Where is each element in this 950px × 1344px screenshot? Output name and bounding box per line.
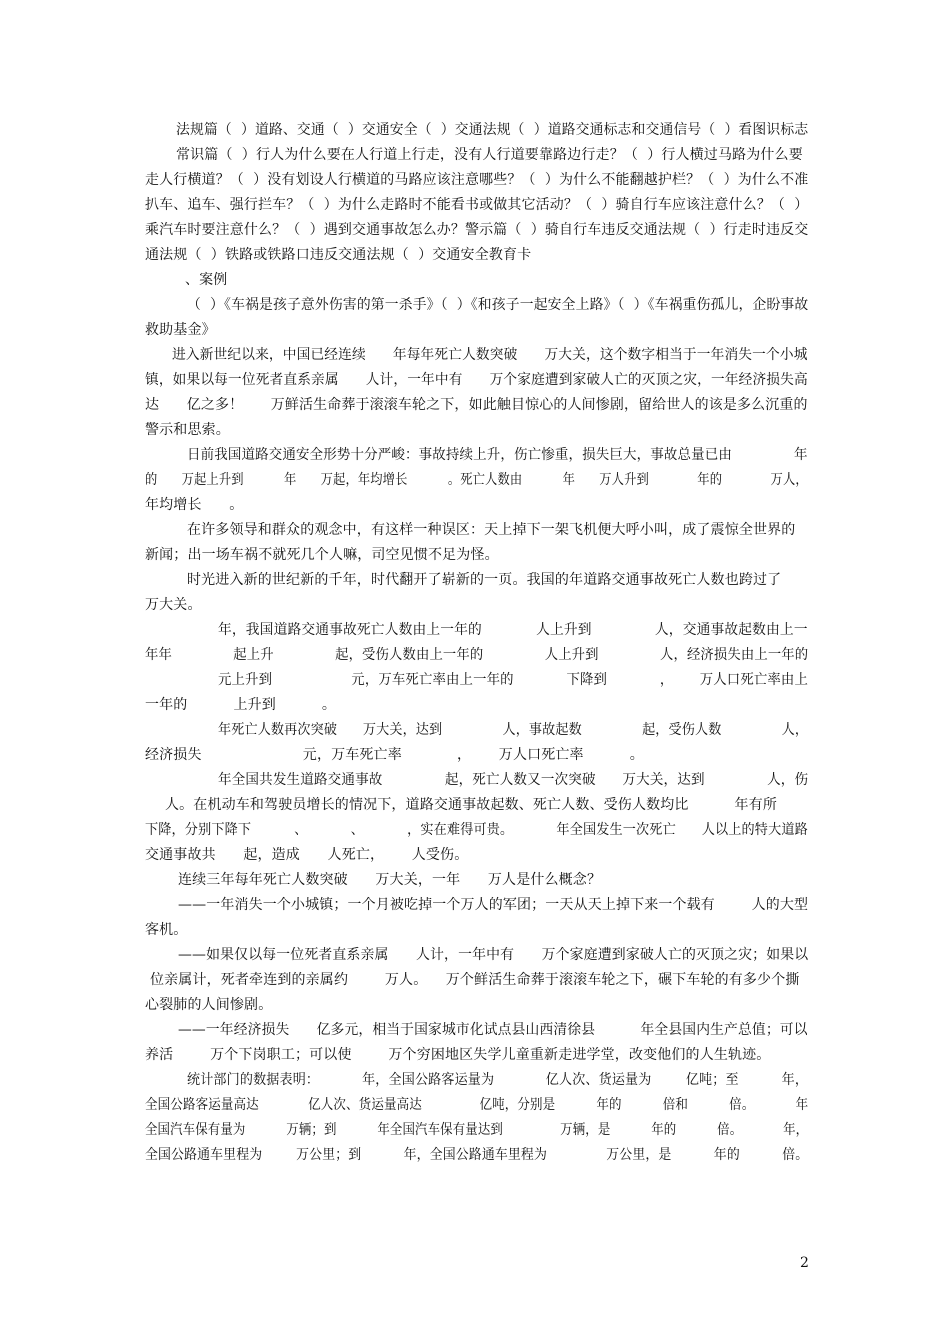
text-line: 统计部门的数据表明： 年，全国公路客运量为 亿人次、货运量为 亿吨；至 年，	[187, 1072, 809, 1088]
text-line: 位亲属计，死者牵连到的亲属约 万人。 万个鲜活生命葬于滚滚车轮之下，碾下车轮的有多少个撕	[150, 972, 800, 988]
text-line: 常识篇（ ）行人为什么要在人行道上行走，没有人行道要靠路边行走？（ ）行人横过马路为什么要	[176, 147, 803, 163]
text-line: 年均增长 。	[145, 497, 244, 513]
text-line: 年年 起上升 起，受伤人数由上一年的 人上升到 人，经济损失由上一年的	[145, 647, 809, 663]
text-line: 警示和思索。	[145, 422, 230, 438]
text-line: 心裂肺的人间惨剧。	[145, 997, 273, 1013]
text-line: 走人行横道？（ ）没有划设人行横道的马路应该注意哪些？（ ）为什么不能翻越护栏？（ ）为什么不准	[145, 172, 809, 188]
text-line: 进入新世纪以来，中国已经连续 年每年死亡人数突破 万大关，这个数字相当于一年消失一个小城	[172, 347, 808, 363]
text-line: 元上升到 元，万车死亡率由上一年的 下降到 ， 万人口死亡率由上	[218, 672, 808, 688]
text-line: 经济损失 元，万车死亡率 ， 万人口死亡率 。	[145, 747, 644, 763]
text-line: 的 万起上升到 年 万起，年均增长 。死亡人数由 年 万人升到 年的 万人，	[145, 472, 808, 488]
text-line: 客机。	[145, 922, 188, 938]
text-line: 通法规（ ）铁路或铁路口违反交通法规（ ）交通安全教育卡	[145, 247, 532, 263]
text-line: （ ）《车祸是孩子意外伤害的第一杀手》（ ）《和孩子一起安全上路》（ ）《车祸重伤孤儿，企盼事故	[187, 297, 809, 313]
text-line: ——一年消失一个小城镇；一个月被吃掉一个万人的军团；一天从天上掉下来一个载有 人的大型	[178, 897, 809, 913]
text-line: 人。在机动车和驾驶员增长的情况下，道路交通事故起数、死亡人数、受伤人数均比 年有所	[165, 797, 777, 813]
text-line: 时光进入新的世纪新的千年，时代翻开了崭新的一页。我国的年道路交通事故死亡人数也跨过了	[187, 572, 782, 588]
text-line: 全国公路客运量高达 亿人次、货运量高达 亿吨，分别是 年的 倍和 倍。 年	[145, 1097, 809, 1113]
text-line: 镇，如果以每一位死者直系亲属 人计，一年中有 万个家庭遭到家破人亡的灭顶之灾，一年经济损失高	[145, 372, 808, 388]
page-number: 2	[800, 1255, 809, 1271]
text-line: 在许多领导和群众的观念中，有这样一种误区：天上掉下一架飞机便大呼小叫，成了震惊全世界的	[187, 522, 796, 538]
text-line: 法规篇（ ）道路、交通（ ）交通安全（ ）交通法规（ ）道路交通标志和交通信号（ ）看图识标志	[176, 122, 809, 138]
text-line: 达 亿之多！ 万鲜活生命葬于滚滚车轮之下，如此触目惊心的人间惨剧，留给世人的该是多么沉重的	[145, 397, 808, 413]
text-line: 日前我国道路交通安全形势十分严峻：事故持续上升，伤亡惨重，损失巨大，事故总量已由 年	[187, 447, 808, 463]
text-line: 全国公路通车里程为 万公里；到 年，全国公路通车里程为 万公里，是 年的 倍。	[145, 1147, 809, 1163]
text-line: 一年的 上升到 。	[145, 697, 337, 713]
text-line: 新闻；出一场车祸不就死几个人嘛，司空见惯不足为怪。	[145, 547, 499, 563]
text-line: 交通事故共 起，造成 人死亡， 人受伤。	[145, 847, 469, 863]
text-line: 扒车、追车、强行拦车？（ ）为什么走路时不能看书或做其它活动？（ ）骑自行车应该注意什么？（ ）	[145, 197, 809, 213]
text-line: ——如果仅以每一位死者直系亲属 人计，一年中有 万个家庭遭到家破人亡的灭顶之灾；如果以	[178, 947, 809, 963]
text-line: 下降，分别下降下 、 、 ，实在难得可贵。 年全国发生一次死亡 人以上的特大道路	[145, 822, 808, 838]
text-line: 年，我国道路交通事故死亡人数由上一年的 人上升到 人，交通事故起数由上一	[218, 622, 808, 638]
text-line: 乘汽车时要注意什么？（ ）遇到交通事故怎么办？警示篇（ ）骑自行车违反交通法规（ ）行走时违反交	[145, 222, 809, 238]
section-heading: 、案例	[185, 272, 228, 288]
text-line: 万大关。	[145, 597, 202, 613]
text-line: 全国汽车保有量为 万辆；到 年全国汽车保有量达到 万辆，是 年的 倍。 年，	[145, 1122, 809, 1138]
text-line: 年死亡人数再次突破 万大关，达到 人，事故起数 起，受伤人数 人，	[218, 722, 809, 738]
text-line: 养活 万个下岗职工；可以使 万个穷困地区失学儿童重新走进学堂，改变他们的人生轨迹。	[145, 1047, 771, 1063]
text-line: 救助基金》	[145, 322, 216, 338]
text-line: 年全国共发生道路交通事故 起，死亡人数又一次突破 万大关，达到 人，伤	[218, 772, 809, 788]
text-line: ——一年经济损失 亿多元，相当于国家城市化试点县山西清徐县 年全县国内生产总值；可以	[178, 1022, 808, 1038]
text-line: 连续三年每年死亡人数突破 万大关，一年 万人是什么概念？	[178, 872, 602, 888]
